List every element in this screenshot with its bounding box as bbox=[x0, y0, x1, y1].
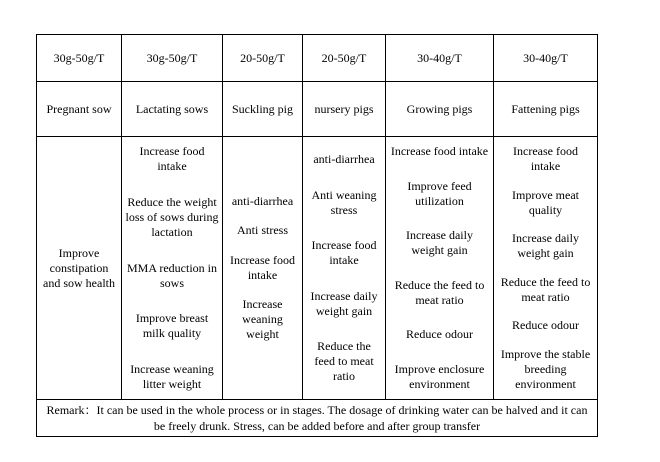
effect-item: MMA reduction in sows bbox=[127, 260, 217, 290]
dosage-cell: 30g-50g/T bbox=[122, 35, 223, 82]
effects-cell-pregnant-sow bbox=[37, 137, 122, 400]
dosage-cell: 20-50g/T bbox=[223, 35, 303, 82]
effect-item: Anti weaning stress bbox=[311, 187, 377, 217]
effect-item: Reduce odour bbox=[512, 318, 579, 333]
effect-item: Increase daily weight gain bbox=[310, 288, 378, 318]
effect-item: Improve feed utilization bbox=[407, 178, 472, 208]
effect-item: Increase food intake bbox=[139, 144, 205, 173]
effect-item: Anti stress bbox=[237, 223, 288, 238]
pig-group-row bbox=[37, 82, 598, 137]
remark-row bbox=[37, 400, 598, 437]
effect-item: Reduce the feed to meat ratio bbox=[314, 339, 374, 383]
effects-row bbox=[37, 137, 598, 400]
effect-item: Reduce the feed to meat ratio bbox=[500, 274, 591, 304]
effect-item: Increase daily weight gain bbox=[512, 231, 579, 261]
effect-item: Increase food intake bbox=[311, 238, 377, 267]
effect-item: Increase food intake bbox=[230, 252, 295, 282]
effect-item: Improve breast milk quality bbox=[135, 311, 209, 341]
effect-item: Reduce the feed to meat ratio bbox=[394, 277, 485, 307]
effect-item: Increase food intake bbox=[390, 144, 489, 158]
pig-group-cell: nursery pigs bbox=[303, 82, 386, 137]
effect-item: Improve constipation and sow health bbox=[43, 245, 115, 290]
dosage-cell: 20-50g/T bbox=[303, 35, 386, 82]
effects-cell-fattening-pigs bbox=[494, 137, 598, 400]
pig-group-cell: Fattening pigs bbox=[494, 82, 598, 137]
effects-cell-growing-pigs bbox=[386, 137, 494, 400]
effect-item: Increase daily weight gain bbox=[406, 228, 473, 258]
effect-item: anti-diarrhea bbox=[231, 194, 294, 208]
dosage-cell: 30g-50g/T bbox=[37, 35, 122, 82]
dosage-row bbox=[37, 35, 598, 82]
dosage-table bbox=[36, 34, 598, 437]
effect-item: Increase weaning litter weight bbox=[130, 362, 214, 391]
effect-item: Increase weaning weight bbox=[242, 296, 283, 341]
dosage-cell: 30-40g/T bbox=[386, 35, 494, 82]
pig-group-cell: Lactating sows bbox=[122, 82, 223, 137]
effect-item: Improve enclosure environment bbox=[394, 361, 485, 391]
effect-item: Improve the stable breeding environment bbox=[500, 346, 591, 391]
dosage-cell: 30-40g/T bbox=[494, 35, 598, 82]
effect-item: anti-diarrhea bbox=[313, 152, 375, 166]
effects-cell-lactating-sows bbox=[122, 137, 223, 400]
effect-item: Improve meat quality bbox=[512, 187, 579, 217]
remark-cell: Remark：It can be used in the whole process or in stages. The dosage of drinking water can be halved and it can be freely drunk. Stress, can be added before and after group transfer bbox=[37, 400, 598, 437]
effect-item: Reduce the weight loss of sows during lactation bbox=[125, 194, 219, 239]
pig-group-cell: Pregnant sow bbox=[37, 82, 122, 137]
effects-cell-nursery-pigs bbox=[303, 137, 386, 400]
effects-cell-suckling-pig bbox=[223, 137, 303, 400]
effect-item: Increase food intake bbox=[513, 144, 578, 173]
effect-item: Reduce odour bbox=[406, 327, 473, 342]
pig-group-cell: Suckling pig bbox=[223, 82, 303, 137]
pig-group-cell: Growing pigs bbox=[386, 82, 494, 137]
